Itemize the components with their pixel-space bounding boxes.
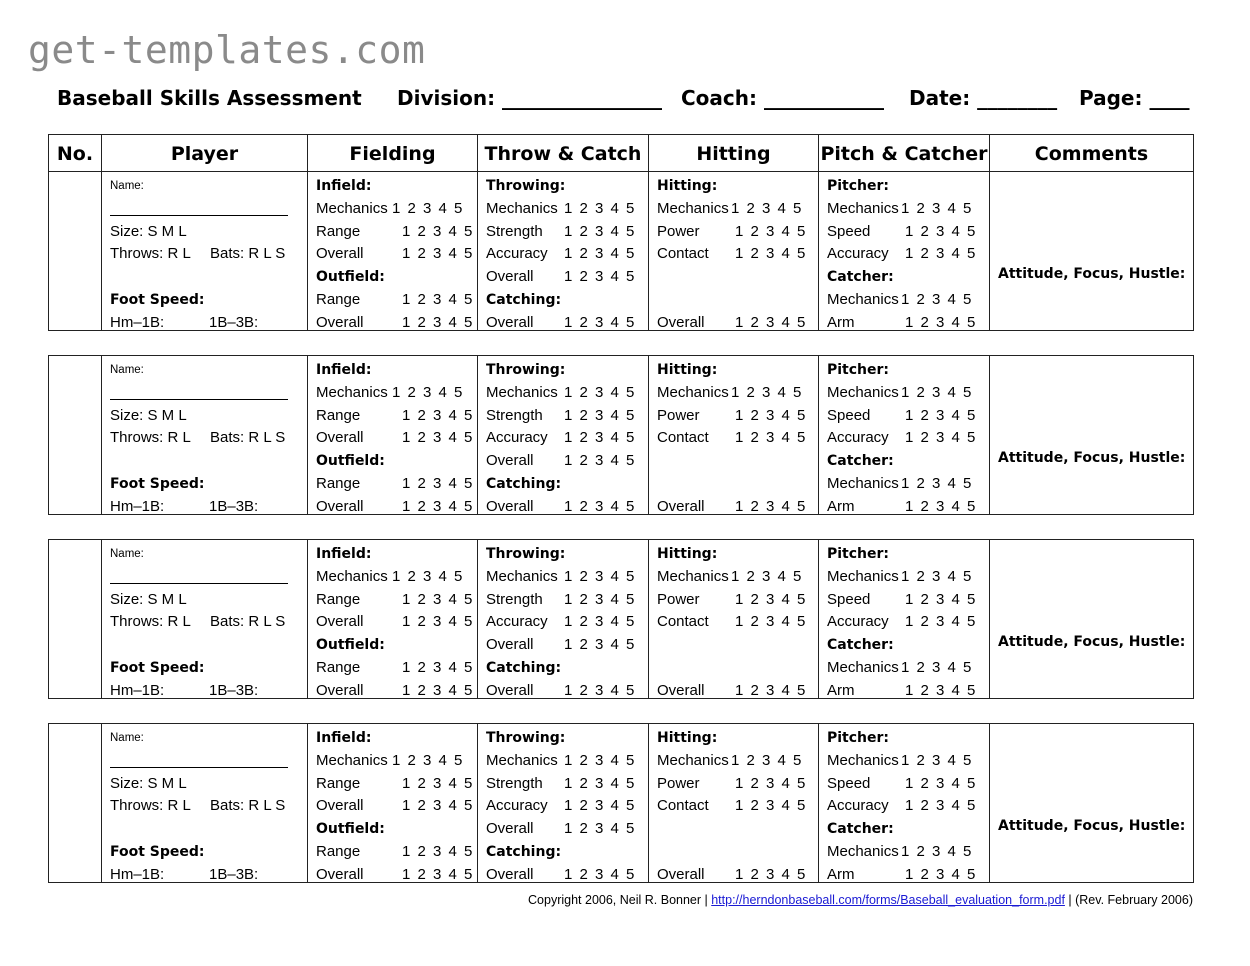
rating-scale[interactable]: 1 2 3 4 5 bbox=[564, 567, 635, 585]
pitcher-accuracy-label: Accuracy bbox=[827, 429, 889, 447]
rating-scale[interactable]: 1 2 3 4 5 bbox=[402, 681, 473, 699]
catcher-label: Catcher: bbox=[827, 821, 894, 838]
infield-range-label: Range bbox=[316, 406, 361, 424]
rating-scale[interactable]: 1 2 3 4 5 bbox=[901, 842, 972, 860]
rating-scale[interactable]: 1 2 3 4 5 bbox=[402, 290, 473, 308]
form-title-bar bbox=[57, 86, 1189, 114]
throwing-label: Throwing: bbox=[486, 178, 566, 194]
throws-options[interactable]: Throws: R L bbox=[110, 429, 191, 447]
rating-scale[interactable]: 1 2 3 4 5 bbox=[402, 774, 473, 792]
throwing-accuracy-label: Accuracy bbox=[486, 245, 548, 263]
rating-scale[interactable]: 1 2 3 4 5 bbox=[392, 199, 463, 217]
throwing-strength-label: Strength bbox=[486, 590, 543, 608]
infield-label: Infield: bbox=[316, 178, 372, 194]
hitting-mechanics-label: Mechanics bbox=[657, 567, 729, 585]
rating-scale[interactable]: 1 2 3 4 5 bbox=[731, 567, 802, 585]
outfield-label: Outfield: bbox=[316, 637, 385, 654]
player-info-cell bbox=[101, 356, 307, 514]
home-to-first-label: Hm–1B: bbox=[110, 497, 165, 515]
player-info-cell bbox=[101, 540, 307, 698]
throwing-label: Throwing: bbox=[486, 730, 566, 746]
pitch-catcher-cell bbox=[818, 540, 989, 698]
outfield-range-label: Range bbox=[316, 290, 361, 308]
outfield-range-label: Range bbox=[316, 658, 361, 676]
throw-catch-cell bbox=[477, 724, 648, 882]
pitch-catcher-cell bbox=[818, 724, 989, 882]
rating-scale[interactable]: 1 2 3 4 5 bbox=[735, 774, 806, 792]
fielding-cell bbox=[307, 724, 477, 882]
rating-scale[interactable]: 1 2 3 4 5 bbox=[905, 613, 976, 631]
outfield-range-label: Range bbox=[316, 474, 361, 492]
player-assessment-block bbox=[48, 355, 1194, 515]
hitting-contact-label: Contact bbox=[657, 429, 709, 447]
rating-scale[interactable]: 1 2 3 4 5 bbox=[735, 429, 806, 447]
catching-overall-label: Overall bbox=[486, 681, 534, 699]
hitting-contact-label: Contact bbox=[657, 797, 709, 815]
watermark-text: get-templates.com bbox=[28, 28, 426, 72]
hitting-overall-label: Overall bbox=[657, 497, 705, 515]
rating-scale[interactable]: 1 2 3 4 5 bbox=[905, 245, 976, 263]
hitting-label: Hitting: bbox=[657, 730, 718, 746]
fielding-cell bbox=[307, 540, 477, 698]
pitcher-accuracy-label: Accuracy bbox=[827, 797, 889, 815]
throwing-label: Throwing: bbox=[486, 546, 566, 562]
footer bbox=[528, 893, 1193, 907]
name-label: Name: bbox=[110, 364, 144, 376]
outfield-label: Outfield: bbox=[316, 269, 385, 286]
rating-scale[interactable]: 1 2 3 4 5 bbox=[905, 429, 976, 447]
rating-scale[interactable]: 1 2 3 4 5 bbox=[735, 681, 806, 699]
rating-scale[interactable]: 1 2 3 4 5 bbox=[564, 245, 635, 263]
rating-scale[interactable]: 1 2 3 4 5 bbox=[564, 452, 635, 470]
bats-options[interactable]: Bats: R L S bbox=[210, 797, 286, 815]
hitting-overall-label: Overall bbox=[657, 313, 705, 331]
rating-scale[interactable]: 1 2 3 4 5 bbox=[402, 590, 473, 608]
rating-scale[interactable]: 1 2 3 4 5 bbox=[905, 497, 976, 515]
rating-scale[interactable]: 1 2 3 4 5 bbox=[402, 797, 473, 815]
catcher-label: Catcher: bbox=[827, 453, 894, 470]
bats-options[interactable]: Bats: R L S bbox=[210, 245, 286, 263]
rating-scale[interactable]: 1 2 3 4 5 bbox=[901, 567, 972, 585]
rating-scale[interactable]: 1 2 3 4 5 bbox=[564, 590, 635, 608]
col-header-throw-catch: Throw & Catch bbox=[477, 135, 648, 172]
attitude-focus-hustle-label: Attitude, Focus, Hustle: bbox=[998, 266, 1186, 282]
rating-scale[interactable]: 1 2 3 4 5 bbox=[901, 199, 972, 217]
rating-scale[interactable]: 1 2 3 4 5 bbox=[564, 681, 635, 699]
rating-scale[interactable]: 1 2 3 4 5 bbox=[901, 290, 972, 308]
rating-scale[interactable]: 1 2 3 4 5 bbox=[564, 222, 635, 240]
infield-range-label: Range bbox=[316, 774, 361, 792]
player-number-cell[interactable] bbox=[49, 540, 101, 698]
rating-scale[interactable]: 1 2 3 4 5 bbox=[735, 222, 806, 240]
rating-scale[interactable]: 1 2 3 4 5 bbox=[735, 613, 806, 631]
division-field[interactable]: Division: ________________ bbox=[397, 86, 663, 110]
rating-scale[interactable]: 1 2 3 4 5 bbox=[402, 865, 473, 883]
hitting-contact-label: Contact bbox=[657, 613, 709, 631]
throwing-accuracy-label: Accuracy bbox=[486, 613, 548, 631]
pitcher-accuracy-label: Accuracy bbox=[827, 613, 889, 631]
col-header-hitting: Hitting bbox=[648, 135, 818, 172]
attitude-focus-hustle-label: Attitude, Focus, Hustle: bbox=[998, 818, 1186, 834]
catcher-label: Catcher: bbox=[827, 637, 894, 654]
pitcher-label: Pitcher: bbox=[827, 730, 890, 746]
catcher-arm-label: Arm bbox=[827, 497, 855, 515]
outfield-overall-label: Overall bbox=[316, 865, 364, 883]
rating-scale[interactable]: 1 2 3 4 5 bbox=[402, 406, 473, 424]
infield-overall-label: Overall bbox=[316, 613, 364, 631]
throwing-mechanics-label: Mechanics bbox=[486, 199, 558, 217]
infield-mechanics-label: Mechanics bbox=[316, 567, 388, 585]
copyright-text: Copyright 2006, Neil R. Bonner | bbox=[528, 893, 712, 907]
infield-range-label: Range bbox=[316, 222, 361, 240]
pitcher-mechanics-label: Mechanics bbox=[827, 199, 899, 217]
fielding-cell bbox=[307, 172, 477, 330]
col-header-no: No. bbox=[56, 142, 94, 165]
catcher-mechanics-label: Mechanics bbox=[827, 474, 899, 492]
pitcher-speed-label: Speed bbox=[827, 222, 871, 240]
hitting-mechanics-label: Mechanics bbox=[657, 383, 729, 401]
name-input-line[interactable] bbox=[110, 385, 288, 400]
rating-scale[interactable]: 1 2 3 4 5 bbox=[564, 865, 635, 883]
date-field[interactable]: Date: ________ bbox=[909, 86, 1058, 110]
outfield-overall-label: Overall bbox=[316, 681, 364, 699]
table-header bbox=[48, 134, 1194, 172]
catching-label: Catching: bbox=[486, 843, 562, 860]
infield-overall-label: Overall bbox=[316, 797, 364, 815]
player-number-cell[interactable] bbox=[49, 356, 101, 514]
rating-scale[interactable]: 1 2 3 4 5 bbox=[402, 613, 473, 631]
catcher-mechanics-label: Mechanics bbox=[827, 842, 899, 860]
rating-scale[interactable]: 1 2 3 4 5 bbox=[392, 751, 463, 769]
hitting-cell bbox=[648, 172, 818, 330]
first-to-third-label: 1B–3B: bbox=[209, 681, 259, 699]
pitch-catcher-cell bbox=[818, 356, 989, 514]
hitting-overall-label: Overall bbox=[657, 865, 705, 883]
comments-cell[interactable] bbox=[989, 540, 1193, 698]
hitting-power-label: Power bbox=[657, 590, 700, 608]
outfield-label: Outfield: bbox=[316, 821, 385, 838]
catcher-mechanics-label: Mechanics bbox=[827, 658, 899, 676]
revision-text: | (Rev. February 2006) bbox=[1064, 893, 1193, 907]
rating-scale[interactable]: 1 2 3 4 5 bbox=[905, 774, 976, 792]
hitting-cell bbox=[648, 356, 818, 514]
name-input-line[interactable] bbox=[110, 753, 288, 768]
player-number-cell[interactable] bbox=[49, 172, 101, 330]
hitting-cell bbox=[648, 724, 818, 882]
throwing-strength-label: Strength bbox=[486, 222, 543, 240]
player-info-cell bbox=[101, 172, 307, 330]
name-label: Name: bbox=[110, 180, 144, 192]
size-options[interactable]: Size: S M L bbox=[110, 406, 187, 424]
rating-scale[interactable]: 1 2 3 4 5 bbox=[392, 567, 463, 585]
rating-scale[interactable]: 1 2 3 4 5 bbox=[735, 865, 806, 883]
catching-overall-label: Overall bbox=[486, 865, 534, 883]
size-options[interactable]: Size: S M L bbox=[110, 590, 187, 608]
catching-label: Catching: bbox=[486, 659, 562, 676]
infield-label: Infield: bbox=[316, 362, 372, 378]
infield-mechanics-label: Mechanics bbox=[316, 383, 388, 401]
first-to-third-label: 1B–3B: bbox=[209, 313, 259, 331]
rating-scale[interactable]: 1 2 3 4 5 bbox=[905, 406, 976, 424]
rating-scale[interactable]: 1 2 3 4 5 bbox=[564, 383, 635, 401]
rating-scale[interactable]: 1 2 3 4 5 bbox=[735, 406, 806, 424]
hitting-power-label: Power bbox=[657, 406, 700, 424]
rating-scale[interactable]: 1 2 3 4 5 bbox=[735, 797, 806, 815]
throwing-mechanics-label: Mechanics bbox=[486, 567, 558, 585]
throws-options[interactable]: Throws: R L bbox=[110, 613, 191, 631]
catching-label: Catching: bbox=[486, 291, 562, 308]
catcher-arm-label: Arm bbox=[827, 313, 855, 331]
throwing-overall-label: Overall bbox=[486, 452, 534, 470]
infield-overall-label: Overall bbox=[316, 245, 364, 263]
throws-options[interactable]: Throws: R L bbox=[110, 797, 191, 815]
name-label: Name: bbox=[110, 548, 144, 560]
rating-scale[interactable]: 1 2 3 4 5 bbox=[564, 406, 635, 424]
size-options[interactable]: Size: S M L bbox=[110, 774, 187, 792]
hitting-label: Hitting: bbox=[657, 178, 718, 194]
rating-scale[interactable]: 1 2 3 4 5 bbox=[564, 199, 635, 217]
catching-label: Catching: bbox=[486, 475, 562, 492]
hitting-mechanics-label: Mechanics bbox=[657, 199, 729, 217]
hitting-overall-label: Overall bbox=[657, 681, 705, 699]
first-to-third-label: 1B–3B: bbox=[209, 865, 259, 883]
outfield-overall-label: Overall bbox=[316, 497, 364, 515]
coach-field[interactable]: Coach: ____________ bbox=[681, 86, 884, 110]
rating-scale[interactable]: 1 2 3 4 5 bbox=[402, 474, 473, 492]
rating-scale[interactable]: 1 2 3 4 5 bbox=[905, 590, 976, 608]
rating-scale[interactable]: 1 2 3 4 5 bbox=[564, 313, 635, 331]
col-header-comments: Comments bbox=[989, 135, 1193, 172]
hitting-cell bbox=[648, 540, 818, 698]
rating-scale[interactable]: 1 2 3 4 5 bbox=[402, 313, 473, 331]
hitting-label: Hitting: bbox=[657, 546, 718, 562]
foot-speed-label: Foot Speed: bbox=[110, 843, 205, 860]
throwing-accuracy-label: Accuracy bbox=[486, 797, 548, 815]
fielding-cell bbox=[307, 356, 477, 514]
rating-scale[interactable]: 1 2 3 4 5 bbox=[735, 313, 806, 331]
rating-scale[interactable]: 1 2 3 4 5 bbox=[402, 658, 473, 676]
rating-scale[interactable]: 1 2 3 4 5 bbox=[564, 774, 635, 792]
rating-scale[interactable]: 1 2 3 4 5 bbox=[564, 636, 635, 654]
player-number-cell[interactable] bbox=[49, 724, 101, 882]
rating-scale[interactable]: 1 2 3 4 5 bbox=[905, 797, 976, 815]
pitcher-label: Pitcher: bbox=[827, 178, 890, 194]
hitting-power-label: Power bbox=[657, 222, 700, 240]
rating-scale[interactable]: 1 2 3 4 5 bbox=[402, 842, 473, 860]
outfield-label: Outfield: bbox=[316, 453, 385, 470]
player-assessment-block bbox=[48, 171, 1194, 331]
pitcher-accuracy-label: Accuracy bbox=[827, 245, 889, 263]
rating-scale[interactable]: 1 2 3 4 5 bbox=[901, 474, 972, 492]
throwing-accuracy-label: Accuracy bbox=[486, 429, 548, 447]
rating-scale[interactable]: 1 2 3 4 5 bbox=[402, 245, 473, 263]
infield-mechanics-label: Mechanics bbox=[316, 199, 388, 217]
pitcher-mechanics-label: Mechanics bbox=[827, 383, 899, 401]
throwing-overall-label: Overall bbox=[486, 636, 534, 654]
catching-overall-label: Overall bbox=[486, 497, 534, 515]
name-input-line[interactable] bbox=[110, 569, 288, 584]
bats-options[interactable]: Bats: R L S bbox=[210, 613, 286, 631]
name-input-line[interactable] bbox=[110, 201, 288, 216]
catching-overall-label: Overall bbox=[486, 313, 534, 331]
rating-scale[interactable]: 1 2 3 4 5 bbox=[402, 429, 473, 447]
throwing-mechanics-label: Mechanics bbox=[486, 751, 558, 769]
player-assessment-block bbox=[48, 539, 1194, 699]
home-to-first-label: Hm–1B: bbox=[110, 865, 165, 883]
pitcher-label: Pitcher: bbox=[827, 362, 890, 378]
infield-label: Infield: bbox=[316, 546, 372, 562]
rating-scale[interactable]: 1 2 3 4 5 bbox=[564, 613, 635, 631]
hitting-mechanics-label: Mechanics bbox=[657, 751, 729, 769]
catcher-mechanics-label: Mechanics bbox=[827, 290, 899, 308]
hitting-power-label: Power bbox=[657, 774, 700, 792]
comments-cell[interactable] bbox=[989, 724, 1193, 882]
rating-scale[interactable]: 1 2 3 4 5 bbox=[564, 268, 635, 286]
col-header-fielding: Fielding bbox=[307, 135, 477, 172]
rating-scale[interactable]: 1 2 3 4 5 bbox=[564, 497, 635, 515]
rating-scale[interactable]: 1 2 3 4 5 bbox=[901, 751, 972, 769]
size-options[interactable]: Size: S M L bbox=[110, 222, 187, 240]
rating-scale[interactable]: 1 2 3 4 5 bbox=[564, 751, 635, 769]
infield-range-label: Range bbox=[316, 590, 361, 608]
home-to-first-label: Hm–1B: bbox=[110, 681, 165, 699]
catcher-arm-label: Arm bbox=[827, 681, 855, 699]
infield-label: Infield: bbox=[316, 730, 372, 746]
form-title: Baseball Skills Assessment bbox=[57, 86, 362, 110]
infield-overall-label: Overall bbox=[316, 429, 364, 447]
pitcher-label: Pitcher: bbox=[827, 546, 890, 562]
throwing-overall-label: Overall bbox=[486, 820, 534, 838]
pitcher-speed-label: Speed bbox=[827, 774, 871, 792]
rating-scale[interactable]: 1 2 3 4 5 bbox=[564, 429, 635, 447]
pitcher-mechanics-label: Mechanics bbox=[827, 567, 899, 585]
col-header-player: Player bbox=[101, 135, 307, 172]
throw-catch-cell bbox=[477, 540, 648, 698]
name-label: Name: bbox=[110, 732, 144, 744]
infield-mechanics-label: Mechanics bbox=[316, 751, 388, 769]
rating-scale[interactable]: 1 2 3 4 5 bbox=[731, 199, 802, 217]
outfield-range-label: Range bbox=[316, 842, 361, 860]
rating-scale[interactable]: 1 2 3 4 5 bbox=[905, 681, 976, 699]
comments-cell[interactable] bbox=[989, 172, 1193, 330]
player-info-cell bbox=[101, 724, 307, 882]
rating-scale[interactable]: 1 2 3 4 5 bbox=[402, 222, 473, 240]
throw-catch-cell bbox=[477, 172, 648, 330]
rating-scale[interactable]: 1 2 3 4 5 bbox=[735, 497, 806, 515]
rating-scale[interactable]: 1 2 3 4 5 bbox=[735, 590, 806, 608]
col-header-pitch-catcher: Pitch & Catcher bbox=[818, 135, 989, 172]
first-to-third-label: 1B–3B: bbox=[209, 497, 259, 515]
hitting-contact-label: Contact bbox=[657, 245, 709, 263]
throwing-strength-label: Strength bbox=[486, 774, 543, 792]
foot-speed-label: Foot Speed: bbox=[110, 659, 205, 676]
throwing-strength-label: Strength bbox=[486, 406, 543, 424]
throwing-mechanics-label: Mechanics bbox=[486, 383, 558, 401]
comments-cell[interactable] bbox=[989, 356, 1193, 514]
pitcher-speed-label: Speed bbox=[827, 406, 871, 424]
rating-scale[interactable]: 1 2 3 4 5 bbox=[901, 383, 972, 401]
rating-scale[interactable]: 1 2 3 4 5 bbox=[905, 222, 976, 240]
rating-scale[interactable]: 1 2 3 4 5 bbox=[905, 313, 976, 331]
bats-options[interactable]: Bats: R L S bbox=[210, 429, 286, 447]
pitcher-speed-label: Speed bbox=[827, 590, 871, 608]
throw-catch-cell bbox=[477, 356, 648, 514]
foot-speed-label: Foot Speed: bbox=[110, 291, 205, 308]
throws-options[interactable]: Throws: R L bbox=[110, 245, 191, 263]
rating-scale[interactable]: 1 2 3 4 5 bbox=[731, 751, 802, 769]
pitch-catcher-cell bbox=[818, 172, 989, 330]
rating-scale[interactable]: 1 2 3 4 5 bbox=[402, 497, 473, 515]
player-assessment-block bbox=[48, 723, 1194, 883]
pitcher-mechanics-label: Mechanics bbox=[827, 751, 899, 769]
rating-scale[interactable]: 1 2 3 4 5 bbox=[905, 865, 976, 883]
attitude-focus-hustle-label: Attitude, Focus, Hustle: bbox=[998, 634, 1186, 650]
rating-scale[interactable]: 1 2 3 4 5 bbox=[735, 245, 806, 263]
hitting-label: Hitting: bbox=[657, 362, 718, 378]
catcher-arm-label: Arm bbox=[827, 865, 855, 883]
page-field[interactable]: Page: ____ bbox=[1079, 86, 1190, 110]
home-to-first-label: Hm–1B: bbox=[110, 313, 165, 331]
form-url-link[interactable]: http://herndonbaseball.com/forms/Baseball_evaluation_form.pdf bbox=[711, 893, 1065, 907]
rating-scale[interactable]: 1 2 3 4 5 bbox=[731, 383, 802, 401]
rating-scale[interactable]: 1 2 3 4 5 bbox=[901, 658, 972, 676]
outfield-overall-label: Overall bbox=[316, 313, 364, 331]
catcher-label: Catcher: bbox=[827, 269, 894, 286]
rating-scale[interactable]: 1 2 3 4 5 bbox=[392, 383, 463, 401]
rating-scale[interactable]: 1 2 3 4 5 bbox=[564, 797, 635, 815]
foot-speed-label: Foot Speed: bbox=[110, 475, 205, 492]
attitude-focus-hustle-label: Attitude, Focus, Hustle: bbox=[998, 450, 1186, 466]
throwing-overall-label: Overall bbox=[486, 268, 534, 286]
rating-scale[interactable]: 1 2 3 4 5 bbox=[564, 820, 635, 838]
throwing-label: Throwing: bbox=[486, 362, 566, 378]
